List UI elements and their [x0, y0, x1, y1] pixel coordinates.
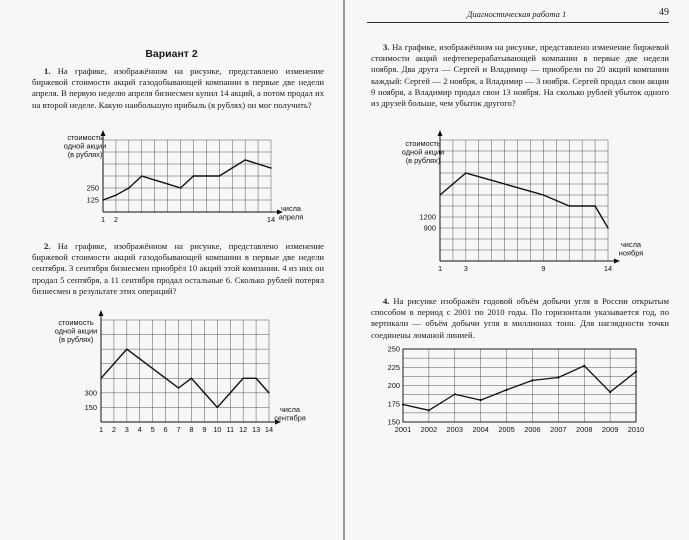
x-tick-label: 2004: [472, 425, 489, 434]
y-tick-label: 900: [423, 223, 436, 233]
data-point: [255, 378, 256, 379]
x-tick-label: 1: [437, 264, 443, 273]
data-point: [139, 358, 140, 359]
y-tick-label: 150: [387, 417, 400, 427]
y-tick-label: 300: [84, 388, 97, 398]
task-3-number: 3.: [383, 42, 390, 52]
x-tick-label: 4: [137, 425, 142, 434]
y-tick-label: 200: [387, 381, 400, 391]
y-tick-label: 225: [387, 362, 400, 372]
y-axis-label: стоимость: [67, 133, 103, 142]
y-tick-label: 250: [387, 344, 400, 354]
x-tick-label: 8: [189, 425, 194, 434]
x-tick-label: 3: [124, 425, 129, 434]
chart-task-2: [0, 0, 343, 540]
y-axis-label: одной акции: [63, 141, 107, 151]
x-tick-label: 14: [266, 215, 276, 224]
x-tick-label: 2010: [627, 425, 645, 434]
y-axis-label: (в рублях): [405, 156, 441, 165]
task-2-number: 2.: [44, 241, 51, 251]
chart-grid: [101, 320, 269, 422]
data-point: [113, 363, 114, 364]
x-axis-label: числа: [279, 405, 301, 414]
x-tick-label: 2005: [498, 425, 515, 434]
task-4-body: На рисунке изображён годовой объём добычи угля в России открытым способом в период с 2001 по 2010 годы. По горизонтали указывается год, по вертикали — объём добычи угля в миллионах тонн. Для наглядности точки соединены ломаной линией.: [371, 296, 669, 340]
x-tick-label: 10: [213, 425, 222, 434]
x-tick-label: 2006: [524, 425, 541, 434]
data-point: [178, 387, 179, 388]
task-1-number: 1.: [44, 66, 51, 76]
x-tick-label: 7: [176, 425, 181, 434]
x-tick-label: 3: [463, 264, 468, 273]
x-tick-label: 2: [111, 425, 116, 434]
data-point: [428, 409, 430, 411]
task-1-body: На графике, изображённом на рисунке, представлено изменение биржевой стоимости акций газодобывающей компании в первые две недели апреля. В первую неделю апреля бизнесмен купил 14 акций, а потом продал их на второй неделе. Какую наибольшую прибыль (в рублях) он мог получить?: [32, 66, 324, 110]
y-axis-label: одной акции: [54, 326, 98, 336]
task-4-number: 4.: [383, 296, 390, 306]
data-point: [583, 365, 585, 367]
x-tick-label: 2002: [420, 425, 438, 434]
x-axis-label: числа: [620, 240, 642, 249]
y-axis-label: одной акции: [401, 147, 445, 157]
y-tick-label: 150: [84, 403, 97, 413]
x-tick-label: 2: [113, 215, 118, 224]
chart-task-4: [345, 0, 689, 540]
x-tick-label: 14: [603, 264, 613, 273]
data-point: [165, 378, 166, 379]
x-tick-label: 2001: [394, 425, 412, 434]
x-tick-label: 12: [239, 425, 248, 434]
y-axis-label: стоимость: [405, 139, 441, 148]
x-tick-label: 13: [251, 425, 261, 434]
data-point: [557, 376, 559, 378]
x-axis-label: числа: [280, 204, 302, 213]
data-point: [152, 368, 153, 369]
y-tick-label: 125: [86, 195, 99, 205]
data-point: [126, 348, 127, 349]
data-point: [454, 393, 456, 395]
y-tick-label: 1200: [419, 212, 436, 222]
y-tick-label: 250: [86, 183, 99, 193]
x-axis-label: апреля: [278, 212, 304, 222]
x-tick-label: 6: [163, 425, 168, 434]
x-tick-label: 5: [150, 425, 155, 434]
x-tick-label: 9: [202, 425, 207, 434]
x-tick-label: 2003: [446, 425, 464, 434]
y-axis-label: (в рублях): [58, 335, 94, 344]
data-point: [230, 392, 231, 393]
x-tick-label: 14: [264, 425, 274, 434]
data-point: [531, 379, 533, 381]
data-point: [217, 407, 218, 408]
task-2-body: На графике, изображённом на рисунке, представлено изменение биржевой стоимости акций газодобывающей компании в первые две недели сентября. 3 сентября бизнесмен приобрёл 10 акций этой компании. 4 из них он продал 5 сентября, а 11 сентября продал остальные 6. Сколько рублей потерял бизнесмен в результате этих операций?: [32, 241, 324, 296]
left-page: [0, 0, 343, 540]
data-point: [505, 389, 507, 391]
x-tick-label: 2008: [575, 425, 593, 434]
x-axis-label: сентября: [274, 413, 306, 423]
data-point: [635, 371, 637, 373]
data-point: [402, 403, 404, 405]
data-point: [100, 378, 101, 379]
x-tick-label: 9: [541, 264, 546, 273]
x-tick-label: 1: [98, 425, 104, 434]
x-tick-label: 2009: [601, 425, 619, 434]
x-tick-label: 11: [226, 425, 235, 434]
data-point: [191, 378, 192, 379]
page-number: 49: [659, 7, 669, 18]
y-axis-label: стоимость: [58, 318, 94, 327]
x-axis-label: ноября: [618, 248, 644, 258]
data-point: [242, 378, 243, 379]
task-3-body: На графике, изображённом на рисунке, представлено изменение биржевой стоимости акций нефтеперерабатывающей компании в первые две недели ноября. Два друга — Сергей и Владимир — приобрели по 20 акций компании каждый: Сергей — 2 ноября, а Владимир — 3 ноября. Сергей продал свои акции 9 ноября, а Владимир продал свои 13 ноября. На сколько рублей убыток одного из друзей больше, чем убыток другого?: [371, 42, 669, 109]
data-point: [480, 399, 482, 401]
data-point: [268, 392, 269, 393]
data-point: [204, 392, 205, 393]
x-tick-label: 1: [100, 215, 106, 224]
data-point: [609, 391, 611, 393]
y-axis-label: (в рублях): [67, 150, 103, 159]
y-tick-label: 175: [387, 399, 400, 409]
x-tick-label: 2007: [550, 425, 567, 434]
header-title: Диагностическая работа 1: [467, 9, 567, 19]
right-page: [345, 0, 689, 540]
variant-title: Вариант 2: [145, 48, 198, 60]
y-axis-arrow: [99, 310, 104, 316]
